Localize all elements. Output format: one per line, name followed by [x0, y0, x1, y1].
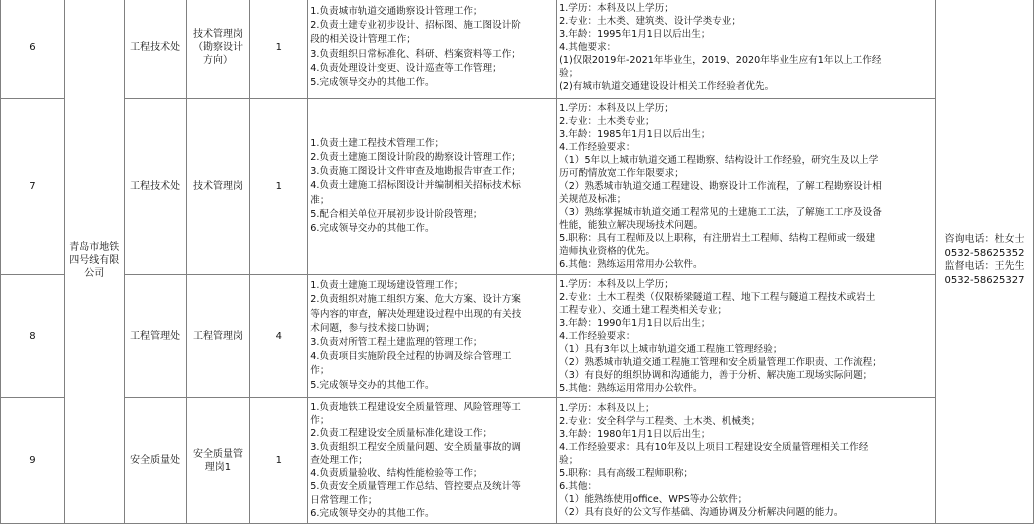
req-line: 关规范及标准； — [559, 194, 627, 205]
row-number: 9 — [1, 398, 65, 524]
duty-line: 5.负责安全质量管理工作总结、管控要点及统计等 — [310, 481, 521, 493]
table-row — [1, 0, 1034, 99]
department: 安全质量处 — [124, 398, 186, 524]
duty-line: 作； — [310, 365, 330, 377]
duty-line: 等内容的审查，解决处理建设过程中出现的有关技 — [310, 308, 522, 320]
req-line: 造师执业资格的优先。 — [559, 246, 656, 257]
duty-line: 1.负责土建施工现场建设管理工作； — [310, 280, 464, 292]
req-line: 4.其他要求： — [559, 42, 617, 53]
duties-cell — [308, 99, 557, 275]
duty-line: 6.完成领导交办的其他工作。 — [310, 223, 435, 234]
duty-line: 5.完成领导交办的其他工作。 — [310, 76, 435, 88]
table-row — [1, 398, 1034, 524]
req-line: 验； — [559, 455, 579, 466]
position-name: 安全质量管理岗1 — [186, 398, 250, 524]
table-row — [1, 275, 1034, 398]
duty-line: 准； — [310, 194, 330, 206]
req-line: 2.专业：安全科学与工程类、土木类、机械类； — [559, 416, 761, 427]
contact-phone: 0532-58625327 — [944, 274, 1025, 286]
duty-line: 6.完成领导交办的其他工作。 — [310, 507, 435, 519]
contact-line: 监督电话：王先生 — [944, 261, 1025, 272]
contact-line: 咨询电话：杜女士 — [944, 234, 1025, 245]
req-line: 3.年龄：1990年1月1日以后出生； — [559, 317, 711, 329]
req-line: （3）有良好的组织协调和沟通能力，善于分析、解决施工现场实际问题； — [559, 369, 873, 381]
duty-line: 1.负责地铁工程建设安全质量管理、风险管理等工 — [310, 402, 521, 414]
req-line: 工程专业）、交通土建工程类相关专业； — [559, 304, 728, 316]
row-number: 7 — [1, 99, 65, 275]
req-line: 4.工作经验要求： — [559, 330, 636, 342]
req-line: 历可酌情放宽工作年限要求； — [559, 168, 684, 179]
req-line: 2.专业：土木类、建筑类、设计学类专业； — [559, 16, 741, 27]
req-line: （3）熟练掌握城市轨道交通工程常见的土建施工工法，了解施工工序及设备 — [559, 207, 882, 218]
duty-line: 4.负责项目实施阶段全过程的协调及综合管理工 — [310, 351, 512, 363]
headcount: 4 — [250, 275, 308, 398]
req-line: 5.职称：具有高级工程师职称； — [559, 468, 694, 479]
headcount: 1 — [250, 99, 308, 275]
contact-cell — [936, 0, 1034, 524]
duty-line: 5.完成领导交办的其他工作。 — [310, 379, 435, 391]
duty-line: 1.负责土建工程技术管理工作； — [310, 137, 445, 149]
duty-line: 查处理工作； — [310, 454, 368, 466]
req-line: (2)有城市轨道交通建设设计相关工作经验者优先。 — [559, 81, 775, 92]
duty-line: 段的相关设计管理工作； — [310, 34, 416, 46]
duties-cell — [308, 275, 557, 398]
requirements-cell — [557, 398, 936, 524]
req-line: 3.年龄：1985年1月1日以后出生； — [559, 129, 711, 140]
req-line: 5.职称：具有工程师及以上职称，有注册岩土工程师、结构工程师或一级建 — [559, 233, 876, 244]
duty-line: 1.负责城市轨道交通勘察设计管理工作； — [310, 5, 483, 17]
req-line: 验； — [559, 68, 579, 79]
duty-line: 作； — [310, 415, 330, 427]
duties-cell — [308, 398, 557, 524]
duty-line: 2.负责工程建设安全质量标准化建设工作； — [310, 428, 493, 440]
duty-line: 5.配合相关单位开展初步设计阶段管理； — [310, 208, 483, 220]
duty-line: 3.负责组织日常标准化、科研、档案资料等工作； — [310, 48, 521, 60]
req-line: 3.年龄：1980年1月1日以后出生； — [559, 429, 711, 440]
req-line: 6.其他： — [559, 481, 598, 492]
department: 工程管理处 — [124, 275, 186, 398]
req-line: 2.专业：土木类专业； — [559, 116, 655, 127]
req-line: 1.学历：本科及以上学历； — [559, 3, 674, 14]
req-line: (1)仅限2019年-2021年毕业生，2019、2020年毕业生应有1年以上工作经 — [559, 55, 882, 66]
duty-line: 3.负责施工图设计文件审查及地勘报告审查工作； — [310, 166, 521, 178]
headcount: 1 — [250, 398, 308, 524]
position-name: 技术管理岗（勘察设计方向） — [186, 0, 250, 99]
row-number: 6 — [1, 0, 65, 99]
req-line: （2）具有良好的公文写作基础、沟通协调及分析解决问题的能力。 — [559, 507, 844, 518]
duty-line: 4.负责土建施工招标图设计并编制相关招标技术标 — [310, 180, 521, 192]
contact-phone: 0532-58625352 — [944, 247, 1025, 259]
table-row — [1, 99, 1034, 275]
req-line: 2.专业：土木工程类（仅限桥梁隧道工程、地下工程与隧道工程技术或岩土 — [559, 291, 876, 303]
department: 工程技术处 — [124, 99, 186, 275]
req-line: （2）熟悉城市轨道交通工程建设、勘察设计工作流程，了解工程勘察设计相 — [559, 181, 882, 192]
duty-line: 2.负责组织对施工组织方案、危大方案、设计方案 — [310, 294, 521, 306]
duty-line: 4.负责质量验收、结构性能检验等工作； — [310, 468, 483, 480]
duty-line: 日常管理工作； — [310, 494, 378, 506]
duty-line: 2.负责土建专业初步设计、招标图、施工图设计阶 — [310, 20, 521, 32]
duty-line: 术问题，参与技术接口协调； — [310, 322, 435, 334]
req-line: （1）具有3年以上城市轨道交通工程施工管理经验； — [559, 343, 783, 355]
requirements-cell — [557, 0, 936, 99]
req-line: 性能，能独立解决现场技术问题。 — [559, 220, 704, 231]
req-line: 4.工作经验要求：具有10年及以上项目工程建设安全质量管理相关工作经 — [559, 442, 869, 453]
req-line: 1.学历：本科及以上学历； — [559, 278, 674, 290]
requirements-cell — [557, 275, 936, 398]
requirements-cell — [557, 99, 936, 275]
duty-line: 2.负责土建施工图设计阶段的勘察设计管理工作； — [310, 151, 521, 163]
department: 工程技术处 — [124, 0, 186, 99]
position-name: 工程管理岗 — [186, 275, 250, 398]
position-name: 技术管理岗 — [186, 99, 250, 275]
req-line: 4.工作经验要求： — [559, 142, 636, 153]
req-line: 6.其他：熟练运用常用办公软件。 — [559, 259, 703, 270]
duty-line: 3.负责组织工程安全质量问题、安全质量事故的调 — [310, 441, 521, 453]
req-line: 1.学历：本科及以上； — [559, 403, 655, 414]
duties-cell — [308, 0, 557, 99]
req-line: （1）5年以上城市轨道交通工程勘察、结构设计工作经验，研究生及以上学 — [559, 155, 879, 166]
duty-line: 3.负责对所管工程土建监理的管理工作； — [310, 337, 483, 348]
req-line: 3.年龄：1995年1月1日以后出生； — [559, 29, 711, 40]
req-line: （2）熟悉城市轨道交通工程施工管理和安全质量管理工作职责、工作流程； — [559, 356, 882, 368]
row-number: 8 — [1, 275, 65, 398]
duty-line: 4.负责处理设计变更、设计巡查等工作管理； — [310, 62, 502, 74]
req-line: （1）能熟练使用office、WPS等办公软件； — [559, 494, 748, 505]
headcount: 1 — [250, 0, 308, 99]
req-line: 1.学历：本科及以上学历； — [559, 103, 674, 114]
req-line: 5.其他：熟练运用常用办公软件。 — [559, 382, 703, 394]
company-name: 青岛市地铁四号线有限公司 — [64, 0, 124, 524]
